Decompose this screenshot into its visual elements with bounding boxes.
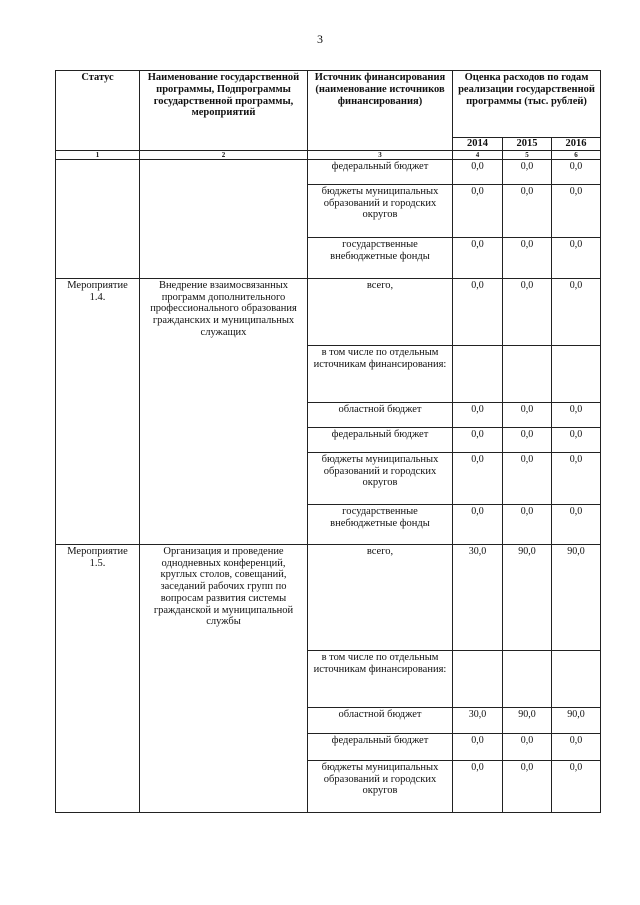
value-2014: 0,0 xyxy=(453,402,503,427)
source-cell: федеральный бюджет xyxy=(308,733,453,760)
source-cell: федеральный бюджет xyxy=(308,427,453,452)
value-2014: 0,0 xyxy=(453,452,503,504)
value-2016: 0,0 xyxy=(552,427,601,452)
value-2016 xyxy=(552,345,601,402)
value-2016 xyxy=(552,650,601,707)
value-2015: 0,0 xyxy=(503,402,552,427)
measure-status: Мероприятие 1.4. xyxy=(56,278,140,544)
value-2016: 0,0 xyxy=(552,733,601,760)
header-year-2015: 2015 xyxy=(503,138,552,151)
source-cell: всего, xyxy=(308,278,453,345)
value-2014: 0,0 xyxy=(453,760,503,812)
source-cell: областной бюджет xyxy=(308,707,453,733)
col-number: 3 xyxy=(308,150,453,159)
source-cell: государственные внебюджетные фонды xyxy=(308,237,453,278)
source-cell: бюджеты муниципальных образований и городских округов xyxy=(308,452,453,504)
measure-name: Внедрение взаимосвязанных программ дополнительного профессионального образования гражданских и муниципальных служащих xyxy=(140,278,308,544)
name-cell-empty xyxy=(140,159,308,278)
header-name: Наименование государственной программы, Подпрограммы государственной программы, мероприятий xyxy=(140,71,308,151)
table-row xyxy=(56,544,601,650)
header-row xyxy=(56,71,601,138)
value-2016: 0,0 xyxy=(552,184,601,237)
value-2016: 0,0 xyxy=(552,452,601,504)
budget-table xyxy=(55,70,601,813)
value-2014 xyxy=(453,345,503,402)
value-2015: 0,0 xyxy=(503,184,552,237)
value-2015: 0,0 xyxy=(503,733,552,760)
value-2015 xyxy=(503,650,552,707)
value-2014 xyxy=(453,650,503,707)
value-2016: 0,0 xyxy=(552,760,601,812)
value-2016: 90,0 xyxy=(552,707,601,733)
source-cell: в том числе по отдельным источникам финансирования: xyxy=(308,345,453,402)
value-2016: 0,0 xyxy=(552,159,601,184)
value-2015 xyxy=(503,345,552,402)
value-2015: 90,0 xyxy=(503,707,552,733)
source-cell: областной бюджет xyxy=(308,402,453,427)
column-numbers-row xyxy=(56,150,601,159)
source-cell: государственные внебюджетные фонды xyxy=(308,504,453,544)
header-year-2014: 2014 xyxy=(453,138,503,151)
value-2016: 0,0 xyxy=(552,237,601,278)
value-2015: 0,0 xyxy=(503,427,552,452)
value-2014: 30,0 xyxy=(453,707,503,733)
table-row xyxy=(56,159,601,184)
value-2015: 0,0 xyxy=(503,278,552,345)
source-cell: бюджеты муниципальных образований и городских округов xyxy=(308,184,453,237)
measure-name: Организация и проведение однодневных конференций, круглых столов, совещаний, заседаний рабочих групп по вопросам развития системы гражданской и муниципальной службы xyxy=(140,544,308,812)
col-number: 2 xyxy=(140,150,308,159)
status-cell-empty xyxy=(56,159,140,278)
value-2014: 0,0 xyxy=(453,159,503,184)
value-2015: 0,0 xyxy=(503,452,552,504)
measure-status: Мероприятие 1.5. xyxy=(56,544,140,812)
value-2014: 30,0 xyxy=(453,544,503,650)
header-year-2016: 2016 xyxy=(552,138,601,151)
value-2016: 0,0 xyxy=(552,278,601,345)
value-2016: 0,0 xyxy=(552,402,601,427)
col-number: 4 xyxy=(453,150,503,159)
source-cell: федеральный бюджет xyxy=(308,159,453,184)
value-2014: 0,0 xyxy=(453,184,503,237)
page-number: 3 xyxy=(317,32,323,46)
value-2015: 0,0 xyxy=(503,504,552,544)
header-status: Статус xyxy=(56,71,140,151)
value-2014: 0,0 xyxy=(453,733,503,760)
value-2014: 0,0 xyxy=(453,427,503,452)
value-2015: 0,0 xyxy=(503,237,552,278)
value-2015: 0,0 xyxy=(503,760,552,812)
value-2016: 0,0 xyxy=(552,504,601,544)
value-2014: 0,0 xyxy=(453,278,503,345)
value-2014: 0,0 xyxy=(453,504,503,544)
value-2015: 90,0 xyxy=(503,544,552,650)
value-2014: 0,0 xyxy=(453,237,503,278)
table-row xyxy=(56,278,601,345)
source-cell: всего, xyxy=(308,544,453,650)
col-number: 5 xyxy=(503,150,552,159)
value-2016: 90,0 xyxy=(552,544,601,650)
source-cell: в том числе по отдельным источникам финансирования: xyxy=(308,650,453,707)
source-cell: бюджеты муниципальных образований и городских округов xyxy=(308,760,453,812)
value-2015: 0,0 xyxy=(503,159,552,184)
col-number: 1 xyxy=(56,150,140,159)
header-source: Источник финансирования (наименование источников финансирования) xyxy=(308,71,453,151)
header-estimate: Оценка расходов по годам реализации государственной программы (тыс. рублей) xyxy=(453,71,601,138)
col-number: 6 xyxy=(552,150,601,159)
